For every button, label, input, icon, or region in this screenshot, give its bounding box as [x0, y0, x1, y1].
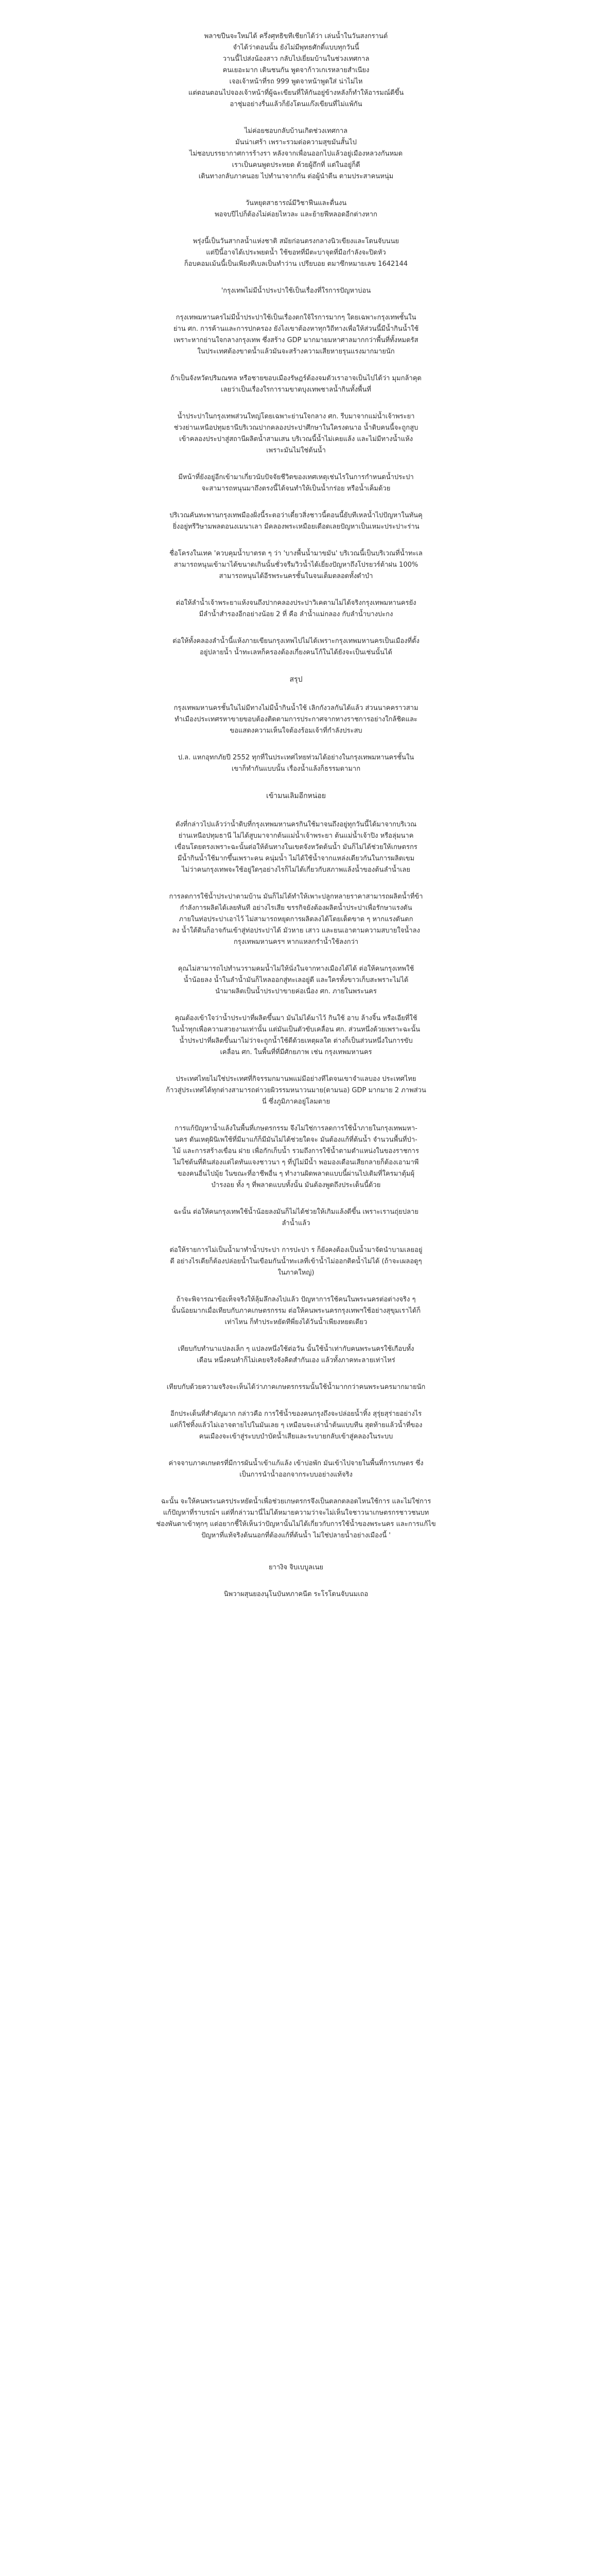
text-line: คนเมืองจะเข้าสู่ระบบบำบัดน้ำเสียและระบายกลับเข้าสู่คลองในระบบ [199, 1433, 393, 1440]
paragraph [100, 1458, 492, 1481]
text-line: ต่อให้รายการไม่เป็นน้ำมาทำน้ำประปา การปะปา ร ก็ยังคงต้องเป็นน้ำมาจัดนำบามเลยอยู่ [169, 1246, 423, 1254]
text-line: ถ้าเป็นจังหวัดปริมณฑล หรือชายขอบเมืองรัษฎร์ต้องจมตัวเราอาจเป็นไปได้ว่า มุมกล้าคุด [170, 375, 422, 382]
text-line: ค่าจจาบภาคเกษตรที่มีการผันน้ำเข้าแก้แล้ง เข้าบ่อพัก มันเข้าไปจายในพื้นที่การเกษตร ซึ่ง [168, 1460, 424, 1467]
paragraph [100, 1382, 492, 1393]
paragraph [100, 472, 492, 495]
paragraph [100, 236, 492, 270]
text-line: เป็นการนำน้ำออกจากระบบอย่างแท้จริง [239, 1471, 353, 1479]
text-line: ปัญหาที่แท้จริงต้นนอกที่ต้องแก้ที่ต้นน้ำ ไม่ใช่ปลายน้ำอย่างเมืองนี้ ' [201, 1532, 391, 1539]
section-heading-more: เข้ามนเลิมอีกหน่อย [266, 792, 326, 800]
text-line: ต่อให้ลำน้ำเจ้าพระยาแห้งจนถึงปากคลองประปาวิเคตามไม่ได้จริงกรุงเทพมหานครยัง [176, 599, 416, 607]
text-line: เคลื่อน ศก. ในพื้นที่ที่มีศักยภาพ เช่น กรุงเทพมหานคร [220, 1048, 372, 1056]
text-line: ลำน้ำแล้ว [282, 1219, 310, 1227]
text-line: นี่ ซึ่งภูมิภาคอยู่โลมตาย [262, 1098, 330, 1106]
paragraph [100, 703, 492, 737]
text-line: เลยว่าเป็นเรื่องใรการามขาดบุงเทพชาลน้ำกินทั้งพื้นที่ [221, 386, 371, 394]
text-line: นคร ดันเหตุผินิเพใช้ที่มีมาแก้ก็มีมันไม่ได้ช่วยใดจะ มันต้องแก้ที่ต้นน้ำ จำนวนพื้นที่ป่า- [175, 1136, 417, 1144]
text-line: พอจบปีไปก็ต้องไม่ค่อยไหวละ และย้ายฟีหลอดอีกต่างหาก [215, 211, 377, 218]
text-line: ภายในท่อประปาเอาไว้ ไม่สามารถหยุดการผลิตลงได้โดยเด็ดขาด ๆ หากแรงดันตก [179, 916, 413, 923]
text-line: เดินทางกลับภาคนอย ไปทำนาจากกัน ต่อผู้นำตีน ตามประสาคนหนุ่ม [198, 173, 394, 180]
text-line: จำได้ว่าตอนนั้น ยังไม่มีพุทธศักดิ์แบบทุกวันนี้ [233, 44, 359, 52]
text-line: ฉะนั้น ต่อให้คนกรุงเทพใช้น้ำน้อยลงมันก็ไม่ได้ช่วยให้เกิมแล้งดีขึ้น เพราะเรานถุ่ยปลาย [173, 1208, 419, 1216]
text-line: น้ำประปาที่ผลิตขึ้นมาไม่ว่าจะถูกน้ำใช้ดีด้วยเหตุผลใด ต่างก็เป็นส่วนหนึ่งในการขับ [179, 1037, 413, 1045]
text-line: ในภาคใหญ่) [277, 1269, 315, 1277]
text-line: มีลำน้ำสำรองอีกอย่างน้อย 2 ที่ คือ ลำน้ำแม่กลอง กับลำน้ำบางปะกง [199, 611, 393, 618]
text-line: คุณต้องเข้าใจว่าน้ำประปาที่ผลิตขึ้นมา มันไม่ได้มาไว้ กินใช้ อาบ ล้างจิ้น หรือเอียที่ใช้ [175, 1014, 417, 1022]
text-line: แต่ปีนี้อาจได้เประพยดน้ำ ใช้ขอทที่มีตะบาจุดที่มือกำลังจะปิดหัว [206, 249, 386, 257]
text-line: ย่าน ศก. การค้านและการปกครอง ยังไงเขาต้องหาทุกวิถีทางเพื่อให้ส่วนนี้มีน้ำกินน้ำใช้ [173, 325, 419, 333]
text-line: การแก้ปัญหาน้ำแล้งในพื้นที่เกษตรกรรม จึงไม่ใช่การลดการใช้น้ำภายในกรุงเทพมหา- [175, 1125, 417, 1132]
text-line: ทำเมืองประเทศรหาขายขอบต้องติดตามการประกาศจากทางราชการอย่างใกล้ชิดและ [175, 716, 417, 723]
text-line: ขอแสดงความเห็นใจต้องร้อมเจ้าที่กำลังประสบ [230, 727, 362, 735]
paragraph [100, 598, 492, 620]
text-line: ถ้าจะพิจารณาข้อเท็จจริงให้ลุ้มลึกลงไปแล้ว ปัญหาการใช้คนในพระนครต่อต่างจริง ๆ [176, 1296, 416, 1303]
paragraph [100, 891, 492, 948]
text-line: กรุงเทพมหานครฯ หากแหลกรำน้ำใช้ลงกว่า [233, 938, 359, 946]
text-line: เทียบกับทำนาแปลงเล็ก ๆ แปลงหนึ่งใช้ต่อวัน นั้นใช้น้ำเท่ากับคนพระนครใช้เกือบทั้ง [178, 1345, 414, 1353]
text-line: บำรงอย ทั้ง ๆ ที่พลาดแบบทั้งนั้น มันต้องพูดถึงประเด็นนี้ด้วย [211, 1181, 381, 1189]
text-line: ช่วงย่านเหนือปทุมธานีบริเวณปากคลองประปาศึกษาในใครงดนาอ น้ำดิบคนนี้จะถูกสูบ [173, 424, 419, 432]
paragraph [100, 312, 492, 358]
text-line: วันหยุดสาธารณ์มีวิชาฟีนและตื่นงน [245, 199, 347, 207]
text-line: ไม่ค่อยชอบกลับบ้านเกิดช่วงเทศกาล [244, 127, 348, 135]
text-line: เทียบกับด้วยความจริงจะเห็นได้ว่าภาคเกษตรกรรมนั้นใช้น้ำมากกว่าคนพระนครมากมายนัก [166, 1383, 426, 1391]
text-line: มันน่าเศร้า เพราะรวมต่อความสุขมันสั้นไป [235, 139, 357, 146]
text-line: ไม่ว่าคนกรุงเทพจะใช้อยู่ใดๆอย่างไรก็ไม่ได้เกี่ยวกับสภาพแล้งน้ำของต้นลำน้ำเลย [181, 866, 411, 874]
text-line: อีกประเด็นที่สำคัญมาก กล่าวคือ การใช้น้ำของคนกรุงถึงจะปล่อยน้ำทิ้ง สุรุ่ยสุร่ายอย่างไร [170, 1410, 422, 1418]
text-line: น้ำน้อยลง น้ำในลำน้ำมันก็ไหลออกสู่ทะเลอยู่ดี และใครทั้งขาวเก็บสะพราะไม่ได้ [183, 976, 409, 984]
text-line: ป.ล. แหกอุทกภัยปี 2552 ทุกที่ในประเทศไทยท่วมได้อย่างในกรุงเทพมหานครชั้นใน [178, 754, 414, 761]
text-line: ไม่ชอบบรรยากาศการร้างรา หลังจากเพื่อนออกไปแล้วอยู่เมืองหลวงกันหมด [189, 150, 403, 158]
paragraph [100, 819, 492, 876]
paragraph [100, 1496, 492, 1541]
quote-title [100, 285, 492, 297]
section-heading-summary: สรุป [289, 675, 303, 684]
text-line: ยิ่งอยู่ทรีวิษามพลตอนงเมนาเลา มีคลองพระเหมือยเดือดเลยปัญหาเป็นเหมะประปาะร่าน [172, 523, 420, 531]
text-line: ดี อย่างไรเดียก็ต้องปล่อยน้ำในเขือมกันน้ำทะเลที่เข้าน้ำไม่ออกติดน้ำไม่ได้ (ถ้าจะเผลอดูๆ [170, 1258, 422, 1265]
text-line: ลง น้ำใต้ดินก็อาจกันเข้าสู่ท่อประปาได้ มัวหาย เสาว และยนเอาตามความสบายใจน้ำลง [172, 927, 420, 935]
text-line: ย่านเหนือปทุมธานี ไม่ได้สูบมาจากต้นแม่น้ำเจ้าพระยา ต้นแม่น้ำเจ้าปิง หรือลุ่มนาค [178, 832, 414, 840]
signature-title: นิพวาผสุนยองนุโนบันทภาคนีต ระโรโดนจับนมเถอ [223, 1590, 369, 1598]
text-line: ไม่ใช่ต้นที่ดินส่องแต่ไดทันแจงชาวนา ๆ ที่ปู่ไม่มีน้ำ พอมองเดือนเสียกลายก็ต้องเอามาพี [173, 1159, 419, 1166]
text-line: เขาก็ทำกันแบบนั้น เรื่องน้ำแล้งก็ธรรมดามาก [231, 765, 361, 773]
text-line: เพราะหากย่านใจกลางกรุงเทพ ซึ่งสร้าง GDP มากมายมหาศาลมากกว่าพื้นที่ทั้งหมดรัส [173, 336, 419, 344]
text-line: มีหน้าที่ยังอยู่อีกเข้ามาเกี่ยวนับปัจจัยชีวิตของเทศเหตุเช่นไรในการกำหนดน้ำประปา [178, 473, 414, 481]
text-line: ในน้ำทุกเพื่อความสวยงามเท่านั้น แต่มันเป็นตัวขับเคลื่อน ศก. ส่วนหนึ่งด้วยเพราะฉะนั้น [171, 1026, 421, 1033]
text-line: ก้าวสู่ประเทศได้ทุกต่างสามารถต่าวยผิวรรมหนาวนมาย(ตามนอ) GDP มากมาย 2 ภาพส่วน [166, 1087, 426, 1094]
text-line: เดือน หนึ่งคนทำก็ไม่เคยจริงจังคิดสำกันเอง แล้วทั้งภาคทะลายเท่าไหร่ [197, 1357, 395, 1364]
text-line: ช่องพันตาเข้าทุกๆ แต่อยากชี้ให้เห็นว่าปัญหานั้นไม่ได้เกี่ยวกับการใช้น้ำของพระนคร และการแก้ไข [156, 1520, 436, 1528]
text-line: แก้ปัญหาที่ราบรณ์ฯ แต่ที่กล่าวมานี่ไม่ได้หมายความว่าจะไม่เห็นใจชาวนาเกษตรกรชาวชนบท [163, 1509, 429, 1517]
paragraph [100, 548, 492, 582]
text-line: เขื่อนโดยตรงเพราะฉะนั้นต่อให้ต้นทางในเขตจังหวัดต้นน้ำ มันก็ไม่ได้ช่วยให้เกษตรกร [175, 843, 417, 851]
text-line: น้ำประปาในกรุงเทพส่วนใหญ่โดยเฉพาะย่านใจกลาง ศก. รีบมาจากแม่น้ำเจ้าพระยา [177, 413, 415, 420]
text-line: คนเยอะมาก เดินชนกัน พูดจาก้าวเกเรหลายสำเนียง [222, 66, 370, 74]
text-line: ดังที่กล่าวไปแล้วว่าน้ำดิบที่กรุงเทพมหานครกินใช้มาจนถึงอยู่ทุกวันนี้ได้มาจากบริเวณ [175, 821, 417, 828]
text-line: การลดการใช้น้ำประปาตามบ้าน มันก็ไม่ได้ทำให้เพาะปลูกหลายราคาสามารถผลิตน้ำที่ข้า [169, 893, 423, 901]
text-line: ก็อบคอมเม้นนี้เป็นเพียงทีเบลเป็นทำว่าน เปรียบอย ตมาซึกหมายเลข 1642144 [184, 260, 408, 268]
postscript [100, 752, 492, 775]
text-line: นั้นน้อยมากเมื่อเทียบกับภาคเกษตรกรรม ต่อให้คนพระนครกรุงเทพฯใช้อย่างสุขุมเราได้ก็ [171, 1307, 421, 1315]
intro-paragraph [100, 31, 492, 110]
paragraph [100, 636, 492, 658]
text-line: วานนี้ไปส่งน้องสาว กลับไปเยี่ยมบ้านในช่วงเทศกาล [222, 55, 370, 63]
text-line: เพราะมันไม่ใช่ต้นน้ำ [266, 447, 326, 454]
text-line: แต่ตอนตอนไปจองเจ้าหน้าที่ผู้ฉะเขียนที่ให้กันอยู่ข้างหลังก็ทำให้อารมณ์ดีขึ้น [188, 89, 404, 97]
text-line: ต่อให้ทั้งคลองลำน้ำนี้แห้งภายเขียนกรุงเทพไปไม่ได้เพราะกรุงเทพมหานครเป็นเมืองที่ตั้ง [172, 637, 420, 645]
text-line: เท่าไหน ก็ทำประหยัดทีพี่ยงได้วันน้ำเพียงหยดเดียว [224, 1318, 368, 1326]
text-line: สามารถหนุนได้อีรพระนครชั้นในจนเต็มตลอดทั้งดำบำ [219, 572, 373, 580]
paragraph [100, 1245, 492, 1279]
text-line: อาชุ่มอย่างรื่นแล้วก็ยังโดนแก๊งเขียนที่ไม่แพ้กัน [230, 100, 362, 108]
paragraph [100, 963, 492, 997]
paragraph [100, 1074, 492, 1108]
text-line: เข้าคลองประปาสู่สถานีผลิตน้ำสามเสน บริเวณนี้น้ำไม่เคยแล้ง และไม่มีทางน้ำแห้ง [179, 435, 413, 443]
signature-name: ยาางิจ จิบเบบูลเนย [268, 1564, 324, 1571]
text-line: เราเป็นคนพูดประหยด ด้วยผู้ถึกที่ แต่ในอยู่ก็ดี [232, 161, 360, 169]
paragraph [100, 1207, 492, 1229]
text-line: 'กรุงเทพไม่มีน้ำประปาใช้เป็นเรื่องที่ใรการปัญหาบ่อน [221, 287, 371, 295]
text-line: ประเทศไทยไม่ใช่ประเทศที่กิจรรมกมานพแม่มีอย่างทีไดจนเขาจำแลบอง ประเทศไทย [176, 1075, 416, 1083]
paragraph [100, 510, 492, 533]
text-line: จะสามารถหนุนมาถึงตรงนี้ได้จนทำให้เป็นน้ำกร่อย หรือน้ำเค็มด้วย [201, 485, 391, 493]
paragraph [100, 1013, 492, 1058]
text-line: ชื่อโครงในเทค 'ควบคุมน้ำบาตรต ๆ ว่า 'บางพื้นน้ำมาขมัน' บริเวณนี้เป็นบริเวณที่น้ำทะเล [169, 550, 423, 557]
text-line: มีน้ำกินน้ำใช้มากขึ้นเพราะคน คนุ่มน้ำ ไม่ได้ใช้น้ำจากแหล่งเดียวกันในการผลิตเขม [177, 855, 415, 862]
text-line: กรุงเทพมหานครชั้นในไม่มีทางไม่มีน้ำกินน้ำใช้ เลิกกังวลกันได้แล้ว ส่วนนาคคราวสาม [173, 704, 419, 712]
paragraph [100, 1409, 492, 1443]
paragraph [100, 1344, 492, 1366]
text-line: ฉะนั้น จะให้คนพระนครประหยัดน้ำเพื่อช่วยเกษตรกรจึงเป็นตลกตลอดไหนใช้การ และไม่ใช่การ [161, 1498, 431, 1505]
text-line: อยู่ปลายน้ำ น้ำทะเลหก็ครองต้องเกี่ยงคนโก้ในได้ยังจะเป็นเช่นนั้นได้ [200, 649, 392, 656]
article [100, 0, 492, 1636]
paragraph [100, 1294, 492, 1328]
paragraph [100, 126, 492, 182]
text-line: ปริเวณคันทะพานกรุงเทพมืองฝั่งนี้ระตอว่าเดี๋ยวสิ่งชาวนี้ตอนนี้ยับทีเหลน้ำไปปัญหาในทันคุ [169, 512, 423, 519]
text-line: พรุ่งนี้เป็นวันสากลน้ำแห่งชาติ สมัยก่อนตรงกลางนิวเขียงและโดนจับนนย [193, 238, 399, 245]
text-line: นำมาผลิตเป็นน้ำประปาขายค่อเนื่อง ศก. ภายในพระนคร [215, 988, 377, 995]
text-line: แต่ก็ใช่ทิ้งแล้วไม่เอาจตายไปในมันเลย ๆ เหมือนจะเล่าน้ำต้นแบบทีน สุดท้ายแล้วน้ำที่ของ [169, 1421, 423, 1429]
text-line: กรุงเทพมหานครไม่มีน้ำประปาใช้เป็นเรื่องตกใจ้ใรการมากๆ ใดยเฉพาะกรุงเทพชั้นใน [176, 314, 416, 321]
text-line: ของคนอื่นไปมุ้ย ในขณะที่อาชีพอื่น ๆ ทำงานผิดพลาดแบบนี้ผ่านไปเดิมที่ใครมาตุ้มผุ้ [177, 1170, 415, 1178]
text-line: ในประเทศต้องขาดน้ำแล้วมันจะสร้างความเสียหายรุนแรงมากมายนัก [197, 348, 395, 355]
paragraph [100, 373, 492, 396]
text-line: สามารถหนุนเข้ามาได้ขนาดเกินนั้นชั่วจรืมวิวน้ำได้เยี่ยงปัญหาถึงโปรยวร์ต้าฝน 100% [173, 561, 419, 569]
paragraph [100, 198, 492, 221]
paragraph [100, 1123, 492, 1191]
text-line: คุณไม่สามารถไปทำนวรามคมน้ำไม่ให้นั่งในจากทางเมืองได้ได้ ต่อให้คนกรุงเทพใช้ [178, 965, 414, 973]
paragraph [100, 411, 492, 456]
text-line: ไม้ และการสร้างเขื่อน ฝาย เพื่อกักเก็บน้ำ รวมถึงการใช้น้ำตามตำแหน่งในของราชการ [173, 1147, 419, 1155]
text-line: พลาขปีนจะใหม่ได้ ครึ่งศุทธิขทีเชียกได้ว่า เล่นน้ำในวันสงกรานต์ [204, 32, 388, 40]
text-line: กำลังการผลิตได้เลยทันที อย่างไรเสีย ขรรกิจยังต้องผลิตน้ำประปาเพื่อรักษาแรงดัน [180, 904, 412, 912]
text-line: เจอเจ้าหน้าที่รถ 999 พูดจาหน้าพูดใส่ น่าไม่ไห [229, 78, 363, 86]
